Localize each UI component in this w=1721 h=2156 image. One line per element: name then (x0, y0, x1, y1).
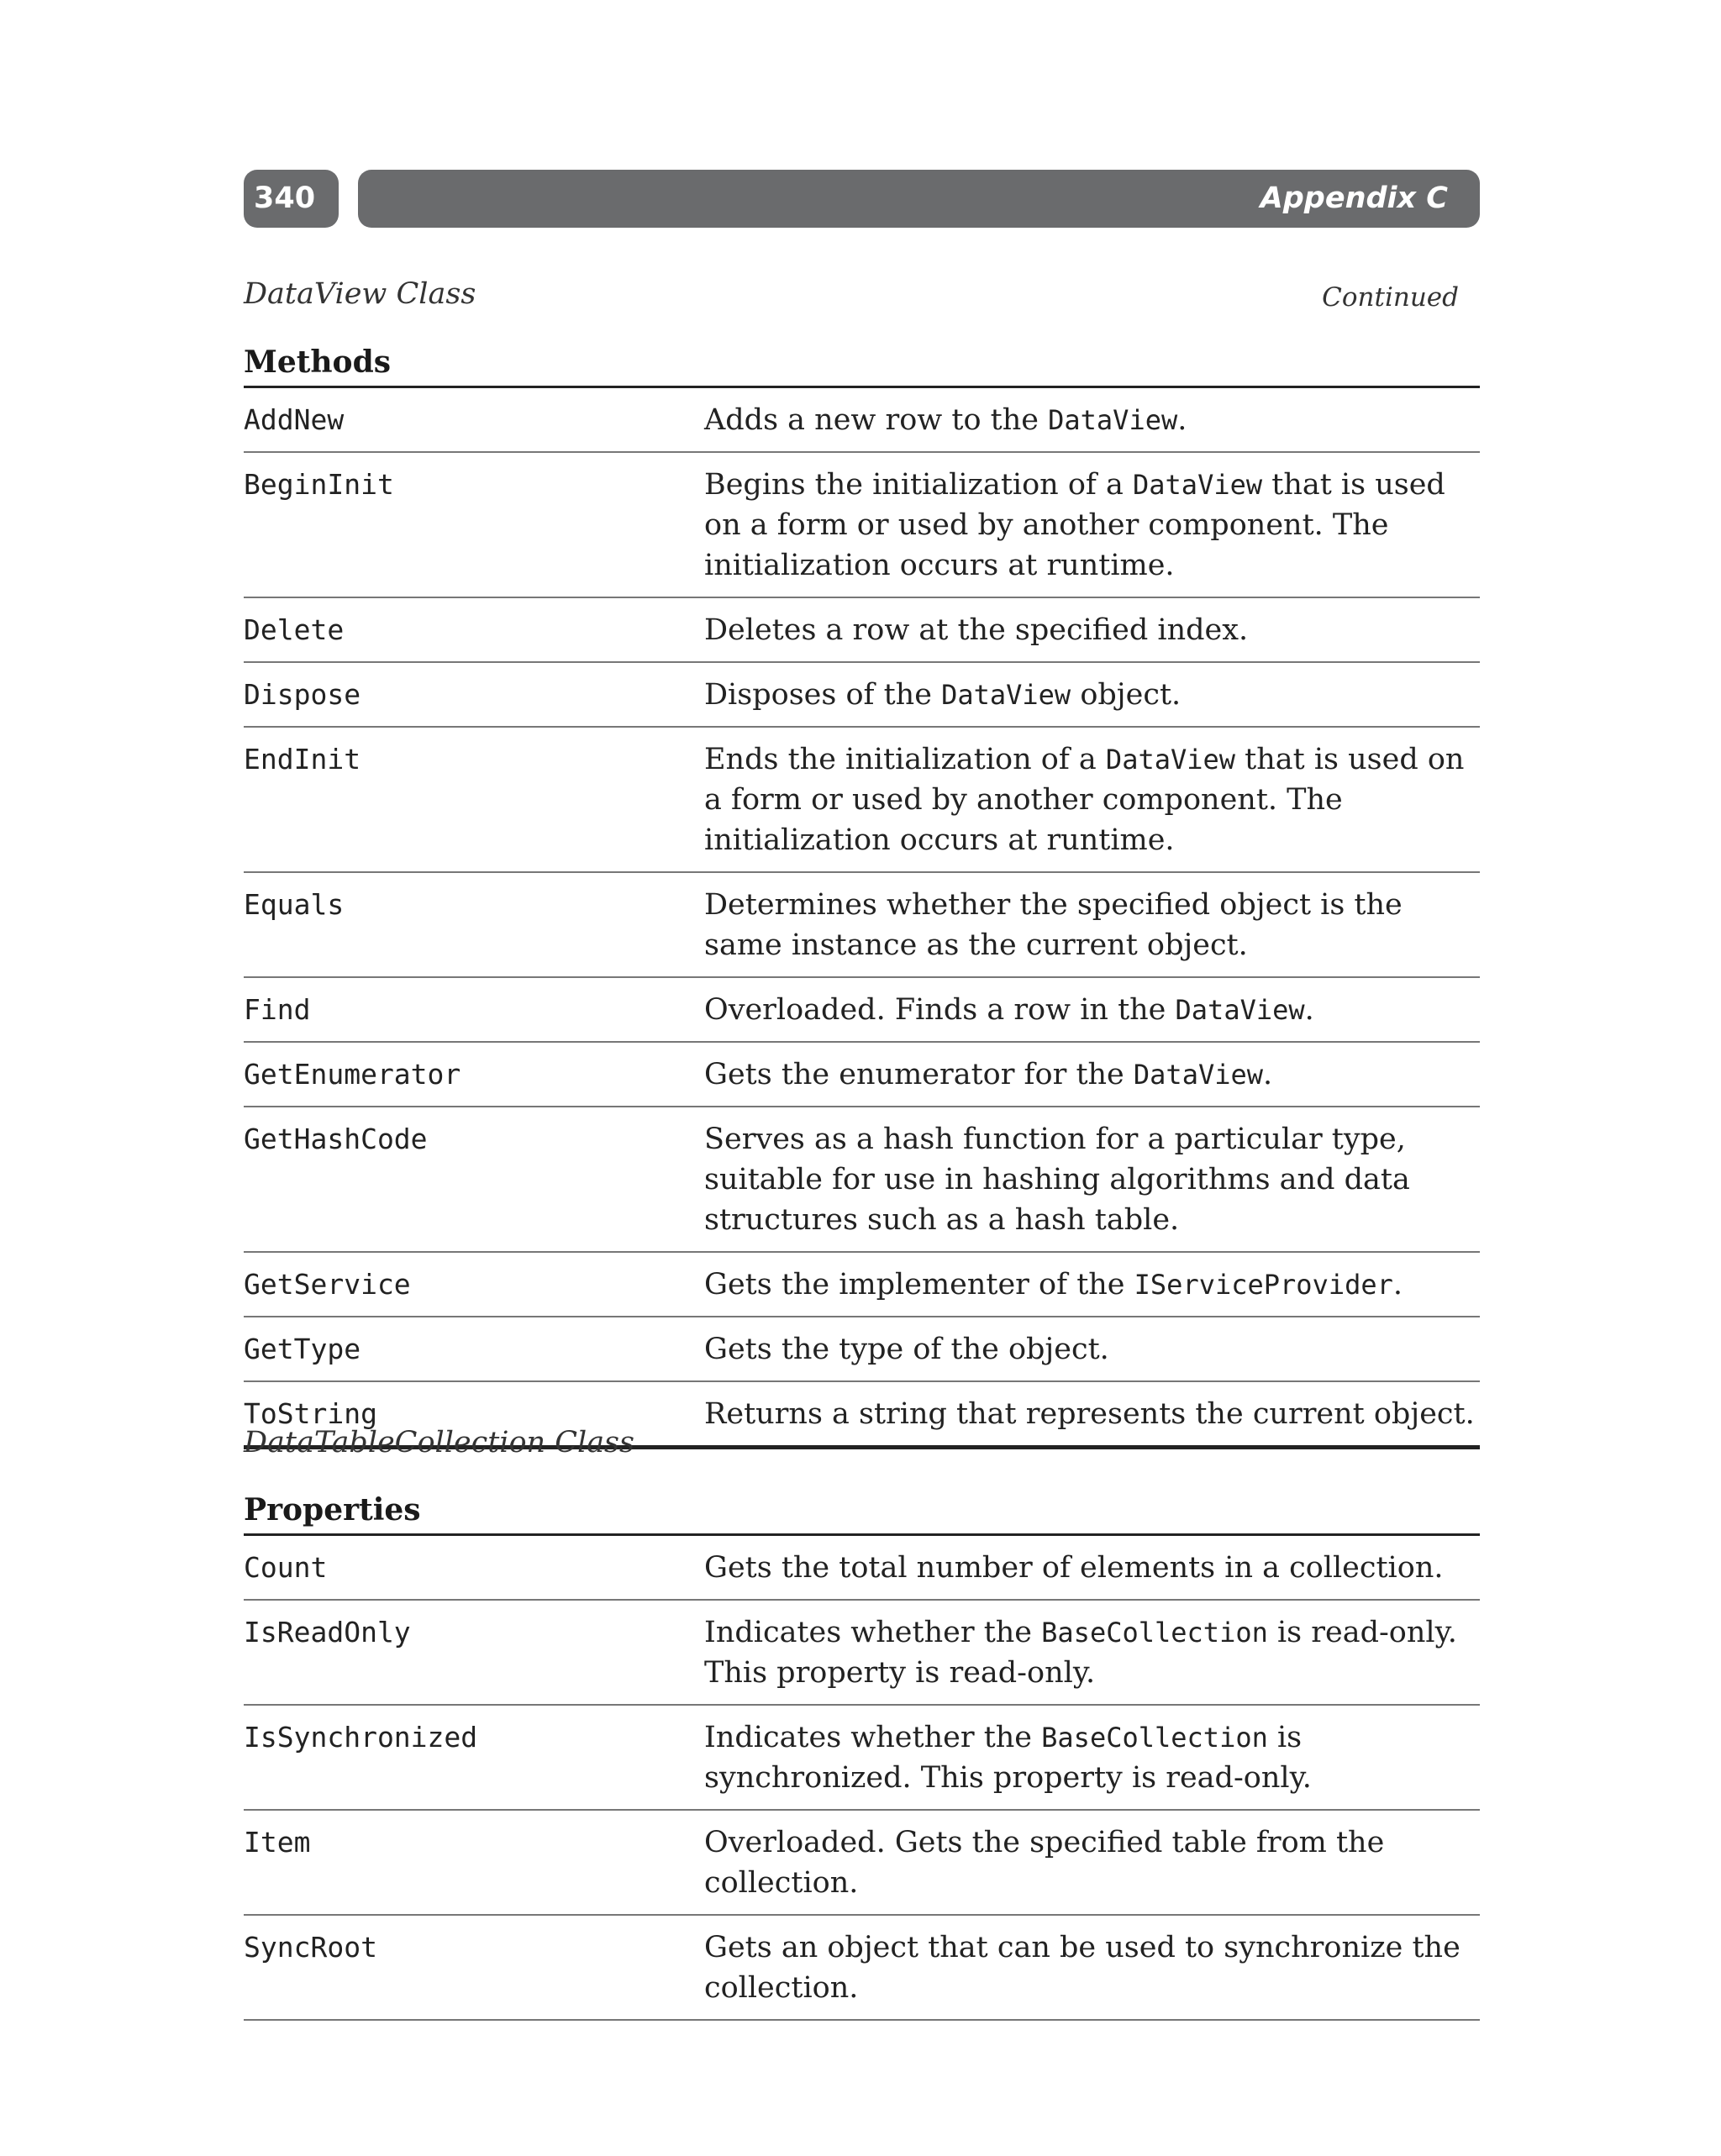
description-text: is read-only. This property is read-only. (704, 1616, 1457, 1690)
description-text: Deletes a row at the specified index. (704, 613, 1249, 647)
member-name: EndInit (244, 743, 361, 776)
member-description (704, 1927, 1480, 2008)
member-name: AddNew (244, 403, 345, 436)
methods-rows (244, 388, 1480, 1449)
description-text: that is used on a form or used by another component. The initialization occurs at runtime. (704, 468, 1445, 582)
description-text: Overloaded. Gets the specified table from the collection. (704, 1826, 1385, 1900)
description-text: Gets the type of the object. (704, 1333, 1109, 1366)
member-description (704, 1329, 1480, 1370)
member-description (704, 610, 1480, 650)
table-row (244, 1601, 1480, 1706)
inline-code: DataView (1048, 404, 1178, 436)
member-name: IsReadOnly (244, 1616, 411, 1649)
description-text: Indicates whether the (704, 1616, 1042, 1649)
member-name: SyncRoot (244, 1931, 377, 1964)
inline-code: BaseCollection (1041, 1722, 1268, 1754)
inline-code: DataView (1133, 469, 1263, 501)
continued-label: Continued (1322, 282, 1459, 313)
member-description (704, 739, 1480, 860)
table-row (244, 1536, 1480, 1601)
table-row (244, 388, 1480, 453)
member-name: Delete (244, 613, 345, 646)
description-text: Serves as a hash function for a particular type, suitable for use in hashing algorithms and data structures such as a hash table. (704, 1123, 1410, 1237)
table-row (244, 663, 1480, 728)
table-row (244, 873, 1480, 978)
description-text: Gets an object that can be used to synchronize the collection. (704, 1931, 1460, 2005)
description-text: Overloaded. Finds a row in the (704, 993, 1176, 1027)
member-name: GetEnumerator (244, 1058, 461, 1091)
member-name: BeginInit (244, 468, 394, 501)
inline-code: DataView (1175, 994, 1305, 1026)
description-text: . (1263, 1058, 1273, 1091)
member-description (704, 990, 1480, 1030)
page-header (244, 170, 1480, 228)
dataview-class-title: DataView Class (244, 277, 476, 311)
table-row (244, 1317, 1480, 1382)
description-text: object. (1071, 678, 1182, 712)
description-text: . (1392, 1268, 1403, 1301)
table-row (244, 1043, 1480, 1107)
inline-code: DataView (1133, 1059, 1264, 1091)
table-row (244, 453, 1480, 598)
member-description (704, 1612, 1480, 1693)
description-text: is synchronized. This property is read-only. (704, 1721, 1312, 1795)
table-row (244, 978, 1480, 1043)
member-description (704, 400, 1480, 440)
member-description (704, 1265, 1480, 1305)
inline-code: IServiceProvider (1134, 1269, 1393, 1301)
member-name: GetHashCode (244, 1123, 428, 1155)
member-description (704, 1717, 1480, 1798)
member-name: Dispose (244, 678, 361, 711)
description-text: Gets the implementer of the (704, 1268, 1134, 1301)
member-name: Count (244, 1551, 328, 1584)
chapter-title: Appendix C (358, 170, 1480, 228)
methods-heading: Methods (244, 347, 1480, 388)
inline-code: BaseCollection (1041, 1617, 1268, 1649)
description-text: Determines whether the specified object is the same instance as the current object. (704, 888, 1403, 962)
description-text: Returns a string that represents the current object. (704, 1397, 1475, 1431)
table-row (244, 1107, 1480, 1253)
member-description (704, 1822, 1480, 1903)
member-name: Equals (244, 888, 345, 921)
properties-heading: Properties (244, 1495, 1480, 1536)
table-row (244, 728, 1480, 873)
inline-code: DataView (941, 679, 1071, 711)
table-row (244, 1811, 1480, 1916)
description-text: Begins the initialization of a (704, 468, 1133, 502)
member-description (704, 1054, 1480, 1095)
member-description (704, 885, 1480, 965)
inline-code: DataView (1105, 744, 1236, 776)
description-text: Gets the enumerator for the (704, 1058, 1134, 1091)
member-name: Find (244, 993, 311, 1026)
member-description (704, 1119, 1480, 1240)
member-name: GetType (244, 1333, 361, 1365)
table-row (244, 1916, 1480, 2021)
properties-table (244, 1492, 1480, 2021)
description-text: Indicates whether the (704, 1721, 1042, 1754)
table-row (244, 598, 1480, 663)
description-text: Ends the initialization of a (704, 743, 1106, 776)
member-description (704, 1394, 1480, 1434)
description-text: that is used on a form or used by another component. The initialization occurs at runtime. (704, 743, 1465, 857)
page-number: 340 (244, 170, 339, 228)
table-row (244, 1253, 1480, 1317)
description-text: Adds a new row to the (704, 403, 1049, 437)
description-text: . (1177, 403, 1187, 437)
description-text: Gets the total number of elements in a collection. (704, 1551, 1444, 1585)
member-name: Item (244, 1826, 311, 1859)
member-description (704, 465, 1480, 586)
properties-rows (244, 1536, 1480, 2021)
methods-table (244, 344, 1480, 1449)
member-name: IsSynchronized (244, 1721, 478, 1754)
description-text: Disposes of the (704, 678, 942, 712)
member-name: GetService (244, 1268, 411, 1301)
member-description (704, 1548, 1480, 1588)
description-text: . (1304, 993, 1314, 1027)
datatablecollection-class-title: DataTableCollection Class (244, 1426, 634, 1459)
member-description (704, 675, 1480, 715)
table-row (244, 1706, 1480, 1811)
member-name: ToString (244, 1397, 377, 1430)
